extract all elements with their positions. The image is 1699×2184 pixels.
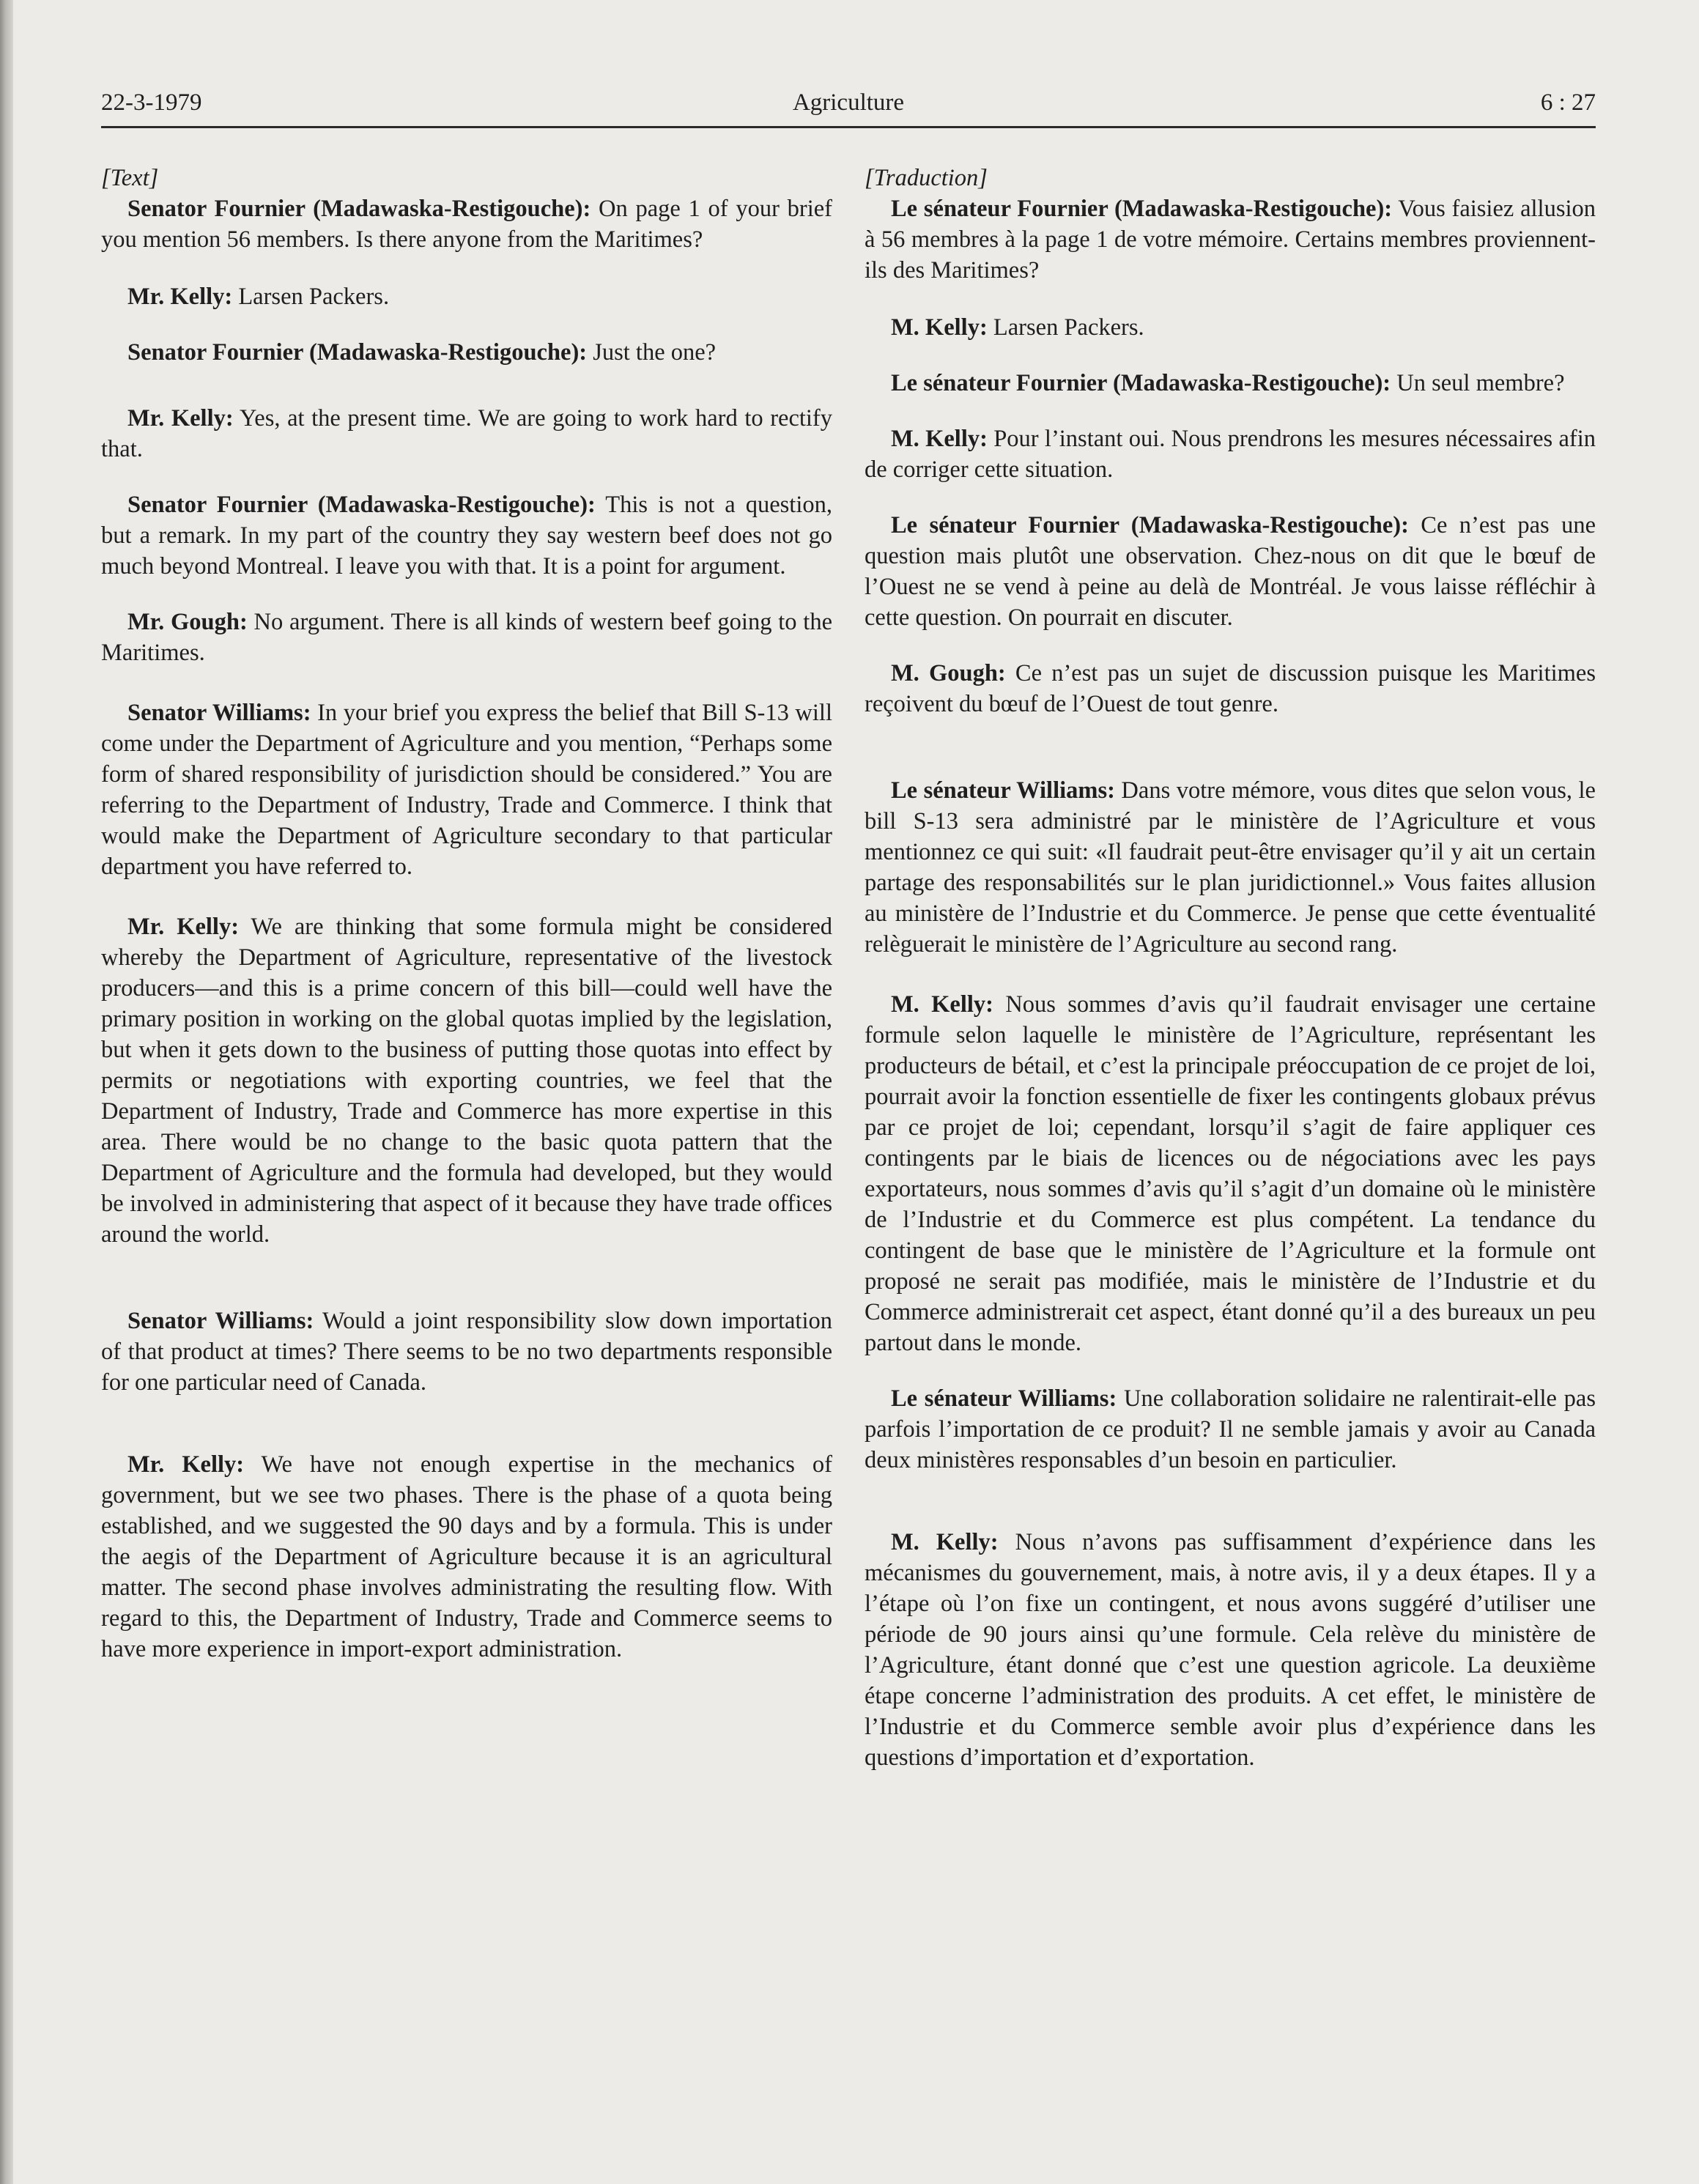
speech: Yes, at the present time. We are going to work hard to rectify that.: [101, 405, 833, 462]
speaker: Le sénateur Williams:: [891, 777, 1115, 804]
page-binding-edge: [0, 0, 13, 2184]
speech: We are thinking that some formula might be considered whereby the Department of Agriculture, representative of the livestock producers—and this is a prime concern of this bill—could well have the primary position in working on the global quotas implied by the legislation, but when it gets down to the business of putting those quotas into effect by permits or negotiations with exporting countries, we feel that the Department of Industry, Trade and Commerce has more expertise in this area. There would be no change to the basic quota pattern that the Department of Agriculture and the formula had developed, but they would be involved in administering that aspect of it because they have trade offices around the world.: [101, 914, 832, 1248]
paragraph: [865, 510, 1596, 633]
paragraph: [865, 658, 1596, 719]
paragraph: [865, 312, 1596, 343]
speaker: Senator Williams:: [127, 700, 311, 726]
speaker: Le sénateur Fournier (Madawaska-Restigouche):: [891, 512, 1409, 538]
speaker: M. Kelly:: [891, 314, 988, 341]
speaker: M. Kelly:: [891, 1529, 999, 1555]
paragraph: [865, 193, 1596, 286]
paragraph: [101, 193, 832, 255]
paragraph: [101, 697, 832, 882]
speech: Would a joint responsibility slow down importation of that product at times? There seems to be no two departments responsible for one particular need of Canada.: [101, 1308, 832, 1396]
speech: No argument. There is all kinds of western beef going to the Maritimes.: [101, 609, 832, 666]
speech: Ce n’est pas un sujet de discussion puisque les Maritimes reçoivent du bœuf de l’Ouest de tout genre.: [865, 660, 1596, 717]
speaker: Mr. Kelly:: [127, 1451, 245, 1478]
speaker: Mr. Gough:: [127, 609, 248, 635]
paragraph: [101, 1306, 832, 1398]
paragraph: [865, 989, 1596, 1358]
speech: On page 1 of your brief you mention 56 members. Is there anyone from the Maritimes?: [101, 196, 832, 253]
paragraph: [865, 1527, 1596, 1773]
speaker: Senator Williams:: [127, 1308, 314, 1334]
speaker: M. Kelly:: [891, 426, 988, 452]
speech: Ce n’est pas une question mais plutôt une observation. Chez-nous on dit que le bœuf de l’Ouest ne se vend à peine au delà de Montréal. Je vous laisse réfléchir à cette question. On pourrait en discuter.: [865, 512, 1596, 631]
speaker: Le sénateur Williams:: [891, 1385, 1117, 1412]
speaker: Mr. Kelly:: [127, 405, 234, 432]
paragraph: [101, 607, 832, 668]
speech: Larsen Packers.: [987, 314, 1144, 341]
speech: We have not enough expertise in the mechanics of government, but we see two phases. There is the phase of a quota being established, and we suggested the 90 days and by a formula. This is under the aegis of the Department of Agriculture because it is an agricultural matter. The second phase involves administrating the resulting flow. With regard to this, the Department of Industry, Trade and Commerce seems to have more experience in import-export administration.: [101, 1451, 833, 1662]
speaker: Senator Fournier (Madawaska-Restigouche):: [127, 492, 596, 518]
speech: Vous faisiez allusion à 56 membres à la page 1 de votre mémoire. Certains membres proviennent-ils des Maritimes?: [865, 196, 1596, 284]
speech: Nous sommes d’avis qu’il faudrait envisager une certaine formule selon laquelle le ministère de l’Agriculture, représentant les producteurs de bétail, et c’est la principale préoccupation de ce projet de loi, pourrait avoir la fonction essentielle de fixer les contingents globaux prévus par ce projet de loi; cependant, lorsqu’il s’agit de faire appliquer ces contingents par le biais de licences ou de négociations avec les pays exportateurs, nous sommes d’avis qu’il s’agit d’un domaine où le ministère de l’Industrie et du Commerce est plus compétent. La tendance du contingent de base que le ministère de l’Agriculture et la formule ont proposé ne serait pas modifiée, mais le ministère de l’Industrie et du Commerce administrerait cet aspect, étant donné qu’il a des bureaux un peu partout dans le monde.: [865, 991, 1596, 1356]
speaker: M. Kelly:: [891, 991, 993, 1018]
speaker: M. Gough:: [891, 660, 1006, 686]
french-column-label: [Traduction]: [865, 165, 988, 191]
paragraph: [101, 403, 832, 464]
speech: Larsen Packers.: [232, 284, 390, 310]
paragraph: [101, 1449, 832, 1665]
speech: In your brief you express the belief that Bill S-13 will come under the Department of Agriculture and you mention, “Perhaps some form of shared responsibility of jurisdiction should be considered.” You are referring to the Department of Industry, Trade and Commerce. I think that would make the Department of Agriculture secondary to that particular department you have referred to.: [101, 700, 832, 880]
paragraph: [865, 423, 1596, 485]
speech: This is not a question, but a remark. In my part of the country they say western beef does not go much beyond Montreal. I leave you with that. It is a point for argument.: [101, 492, 832, 580]
paragraph: [865, 775, 1596, 960]
page-header: [101, 86, 1596, 128]
paragraph: [865, 1383, 1596, 1476]
paragraph: [101, 489, 832, 582]
paragraph: [101, 281, 832, 312]
english-column: [101, 163, 832, 1665]
paragraph: [101, 337, 832, 368]
speaker: Mr. Kelly:: [127, 284, 233, 310]
speaker: Le sénateur Fournier (Madawaska-Restigouche):: [891, 196, 1393, 222]
speaker: Le sénateur Fournier (Madawaska-Restigouche):: [891, 370, 1391, 396]
speech: Dans votre mémore, vous dites que selon vous, le bill S-13 sera administré par le ministère de l’Agriculture et vous mentionnez ce qui suit: «Il faudrait peut-être envisager qu’il y ait un certain partage des responsabilités sur le plan juridictionnel.» Vous faites allusion au ministère de l’Industrie et du Commerce. Je pense que cette éventualité relèguerait le ministère de l’Agriculture au second rang.: [865, 777, 1596, 958]
speech: Une collaboration solidaire ne ralentirait-elle pas parfois l’importation de ce produit? Il ne semble jamais y avoir au Canada deux ministères responsables d’un besoin en particulier.: [865, 1385, 1596, 1473]
header-title: Agriculture: [792, 89, 905, 116]
speech: Nous n’avons pas suffisamment d’expérience dans les mécanismes du gouvernement, mais, à notre avis, il y a deux étapes. Il y a l’étape où l’on fixe un contingent, et nous avons suggéré d’utiliser une période de 90 jours ainsi qu’une formule. Cela relève du ministère de l’Agriculture, étant donné que c’est une question agricole. La deuxième étape concerne l’administration des produits. A cet effet, le ministère de l’Industrie et du Commerce semble avoir plus d’expérience dans les questions d’importation et d’exportation.: [865, 1529, 1596, 1771]
speaker: Senator Fournier (Madawaska-Restigouche):: [127, 339, 588, 366]
header-date: 22-3-1979: [101, 89, 202, 116]
french-column: [865, 163, 1596, 1773]
english-column-label: [Text]: [101, 165, 159, 191]
speech: Un seul membre?: [1391, 370, 1565, 396]
paragraph: [865, 368, 1596, 399]
paragraph: [101, 911, 832, 1250]
speech: Pour l’instant oui. Nous prendrons les mesures nécessaires afin de corriger cette situation.: [865, 426, 1596, 483]
speaker: Senator Fournier (Madawaska-Restigouche):: [127, 196, 591, 222]
speaker: Mr. Kelly:: [127, 914, 240, 940]
speech: Just the one?: [587, 339, 717, 366]
header-page-number: 6 : 27: [1540, 89, 1596, 116]
